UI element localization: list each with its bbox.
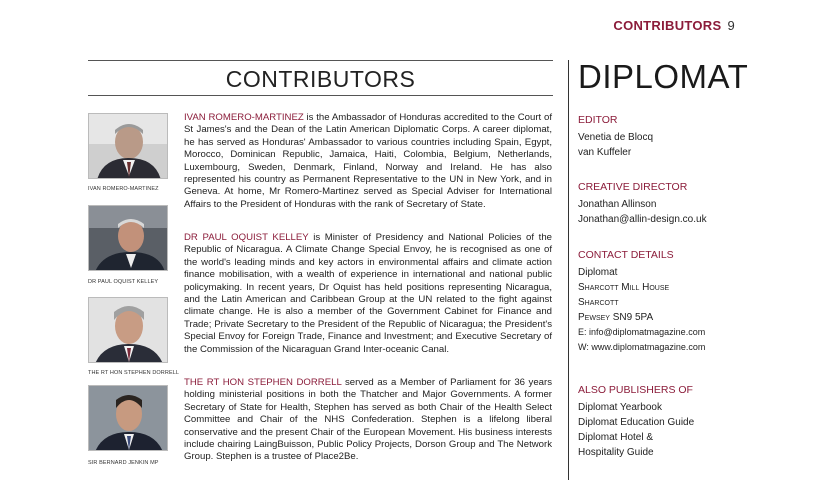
contributor-photo	[88, 385, 168, 451]
masthead: DIPLOMAT	[578, 58, 749, 95]
sidebar-contact	[578, 248, 818, 355]
sidebar-heading: CREATIVE DIRECTOR	[578, 181, 688, 193]
contributor-photo	[88, 113, 168, 179]
contributor-name: DR PAUL OQUIST KELLEY	[184, 232, 309, 243]
contributor-caption: DR PAUL OQUIST KELLEY	[88, 279, 159, 285]
sidebar-line: Diplomat Yearbook	[578, 402, 662, 413]
page-number: 9	[727, 18, 735, 33]
contributor-photo	[88, 205, 168, 271]
page-header	[613, 18, 735, 33]
contributor-bio-text: is Minister of Presidency and National Policies of the Republic of Nicaragua. A Climate Change Special Envoy, he is recognised as one of the world's leading minds and key actors in environmental affairs and climate action finance mobilisation, with a wealth of experience in international and national public policymaking. In recent years, Dr Oquist has held positions representing Nicaragua, and the Latin American and Caribbean Group at the UN related to the fight against climate change. He is also a member of the Government Cabinet for Finance and Trade; Private Secretary to the President of the Republic of Nicaragua; the President's Special Envoy for Foreign Trade, Finance and Investment; and Executive Secretary of the Commission of the Nicaraguan Grand Inter-oceanic Canal.	[184, 232, 553, 355]
column-divider	[568, 60, 569, 480]
sidebar-line: Jonathan@allin-design.co.uk	[578, 214, 707, 225]
sidebar-email: E: info@diplomatmagazine.com	[578, 327, 706, 337]
contributor-name: IVAN ROMERO-MARTINEZ	[184, 112, 304, 123]
contributor-bio	[184, 112, 552, 211]
sidebar-editor	[578, 113, 818, 160]
page-header-section: CONTRIBUTORS	[613, 18, 722, 33]
section-title: CONTRIBUTORS	[225, 66, 416, 92]
sidebar-publishers	[578, 383, 818, 460]
contributor-caption: THE RT HON STEPHEN DORRELL	[88, 370, 180, 376]
sidebar-line: Diplomat	[578, 267, 618, 278]
sidebar-heading: ALSO PUBLISHERS OF	[578, 384, 693, 396]
section-title-bottom-rule	[88, 95, 553, 96]
contributor-photo	[88, 297, 168, 363]
contributor-caption: SIR BERNARD JENKIN MP	[88, 460, 159, 466]
contributor-caption: IVAN ROMERO-MARTINEZ	[88, 186, 159, 192]
section-title-top-rule	[88, 60, 553, 61]
contributor-bio-text: is the Ambassador of Honduras accredited to the Court of St James's and the Dean of the Latin American Diplomatic Corps. A career diplomat, he has served as Honduras' Ambassador to various countries including Spain, Egypt, Morocco, Dominican Republic, Jamaica, Haiti, Colombia, Belgium, Netherlands, Luxembourg, Sweden, Denmark, Finland, Norway and Ireland. He has also represented his country as Permanent Representative to the UN in New York, and in Geneva. At home, Mr Romero-Martinez served as Special Adviser for International Affairs to the President of Honduras with the rank of Secretary of State.	[184, 112, 552, 210]
sidebar-creative-director	[578, 180, 818, 227]
sidebar-line: Hospitality Guide	[578, 447, 654, 458]
sidebar-line: Pewsey SN9 5PA	[578, 312, 654, 323]
sidebar-line: Sharcott Mill House	[578, 282, 670, 293]
sidebar-heading: EDITOR	[578, 114, 618, 126]
contributor-bio-text: served as a Member of Parliament for 36 years holding ministerial positions in both the Thatcher and Major Governments. A former Secretary of State for Health, Stephen has served as both Chair of the Health Select Committee and Chair of the NHS Confederation. Stephen is a lifelong liberal conservative and the present Chair of the European Movement. His business interests include chairing LaingBuisson, Public Policy Projects, Dorson Group and The Network Group. Stephen is a trustee of Place2Be.	[184, 377, 552, 463]
contributor-name: THE RT HON STEPHEN DORRELL	[184, 377, 342, 388]
sidebar-heading: CONTACT DETAILS	[578, 249, 674, 261]
sidebar-line: Sharcott	[578, 297, 619, 308]
sidebar-line: Jonathan Allinson	[578, 199, 657, 210]
sidebar-line: Venetia de Blocq	[578, 132, 654, 143]
sidebar-line: Diplomat Education Guide	[578, 417, 695, 428]
contributor-bio	[184, 232, 552, 356]
sidebar-line: Diplomat Hotel &	[578, 432, 654, 443]
sidebar-line: van Kuffeler	[578, 147, 632, 158]
sidebar-website: W: www.diplomatmagazine.com	[578, 342, 706, 352]
contributor-bio	[184, 377, 552, 464]
